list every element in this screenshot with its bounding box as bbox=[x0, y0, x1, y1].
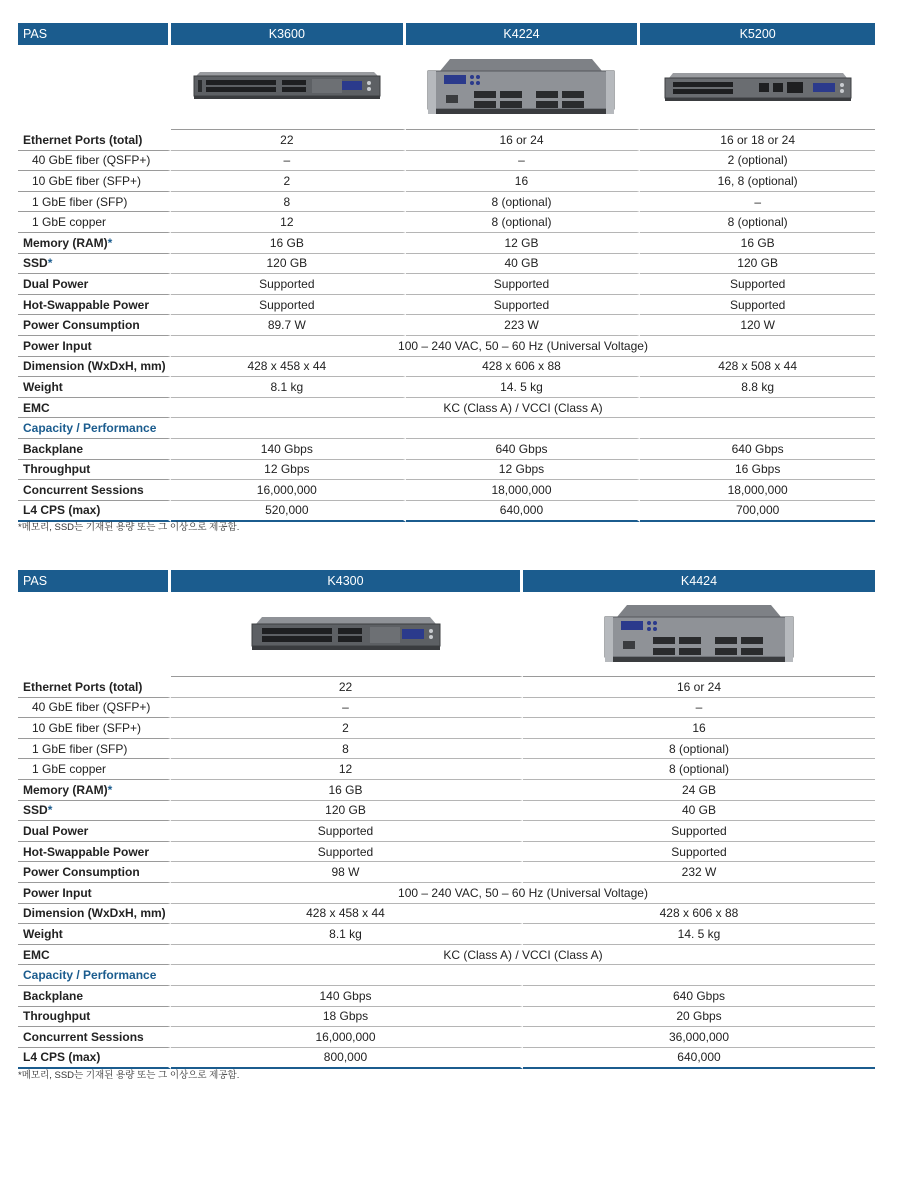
spec-value: 8.1 kg bbox=[171, 377, 406, 398]
spec-label bbox=[18, 698, 171, 719]
spec-value: 2 bbox=[171, 718, 523, 739]
spec-value: 120 W bbox=[640, 315, 875, 336]
spec-label bbox=[18, 192, 171, 213]
spec-label-text: Dual Power bbox=[23, 823, 89, 838]
spec-value: 22 bbox=[171, 677, 523, 698]
spec-row-40-gbe-fiber-qsfp bbox=[18, 698, 875, 719]
spec-table-2 bbox=[18, 570, 875, 1069]
spec-value: 16 GB bbox=[171, 233, 406, 254]
spec-row-dimension-wxdxh-mm bbox=[18, 904, 875, 925]
model-header-row bbox=[18, 23, 875, 45]
model-header-k4424: K4424 bbox=[523, 570, 875, 592]
spec-label bbox=[18, 357, 171, 378]
spec-label-text: Concurrent Sessions bbox=[23, 482, 144, 497]
spec-value: Supported bbox=[171, 842, 523, 863]
spec-row-ethernet-ports-total bbox=[18, 130, 875, 151]
footnote-marker: * bbox=[47, 256, 53, 271]
spec-value: 428 x 458 x 44 bbox=[171, 357, 406, 378]
spec-row-emc bbox=[18, 945, 875, 966]
spec-value: 8 (optional) bbox=[406, 212, 641, 233]
spec-label-text: 40 GbE fiber (QSFP+) bbox=[32, 700, 151, 715]
spec-value bbox=[171, 418, 406, 439]
spec-label bbox=[18, 212, 171, 233]
spec-label bbox=[18, 171, 171, 192]
spec-label-text: L4 CPS (max) bbox=[23, 503, 101, 518]
spec-value-shared: 100 – 240 VAC, 50 – 60 Hz (Universal Voltage) bbox=[171, 883, 875, 904]
spec-label bbox=[18, 924, 171, 945]
spec-row-capacity-performance bbox=[18, 965, 875, 986]
spec-row-1-gbe-copper bbox=[18, 759, 875, 780]
spec-value: Supported bbox=[406, 274, 641, 295]
spec-label-text: Backplane bbox=[23, 988, 84, 1003]
spec-value: 2 bbox=[171, 171, 406, 192]
spec-label-text: Hot-Swappable Power bbox=[23, 844, 150, 859]
spec-value-shared: KC (Class A) / VCCI (Class A) bbox=[171, 398, 875, 419]
spec-table-1 bbox=[18, 23, 875, 522]
spec-row-hot-swappable-power bbox=[18, 295, 875, 316]
spec-value bbox=[171, 965, 523, 986]
spec-value: 16 bbox=[406, 171, 641, 192]
spec-value: 12 GB bbox=[406, 233, 641, 254]
spec-value: 16,000,000 bbox=[171, 480, 406, 501]
spec-label bbox=[18, 398, 171, 419]
spec-label bbox=[18, 986, 171, 1007]
spec-value: 14. 5 kg bbox=[406, 377, 641, 398]
spec-value: 428 x 508 x 44 bbox=[640, 357, 875, 378]
spec-value: 16 or 18 or 24 bbox=[640, 130, 875, 151]
server-2u-icon bbox=[426, 57, 616, 117]
spec-label-text: Capacity / Performance bbox=[23, 968, 157, 983]
spec-value: Supported bbox=[171, 274, 406, 295]
spec-value: 140 Gbps bbox=[171, 439, 406, 460]
spec-label-text: Power Consumption bbox=[23, 865, 140, 880]
spec-label bbox=[18, 945, 171, 966]
spec-value: 8 bbox=[171, 739, 523, 760]
spec-value: 36,000,000 bbox=[523, 1027, 875, 1048]
spec-row-dual-power bbox=[18, 821, 875, 842]
spec-label-text: Ethernet Ports (total) bbox=[23, 679, 143, 694]
spec-row-power-consumption bbox=[18, 862, 875, 883]
spec-value: 640 Gbps bbox=[406, 439, 641, 460]
spec-value: 16 Gbps bbox=[640, 460, 875, 481]
spec-label-text: 10 GbE fiber (SFP+) bbox=[32, 720, 142, 735]
spec-row-concurrent-sessions bbox=[18, 480, 875, 501]
spec-value: 428 x 458 x 44 bbox=[171, 904, 523, 925]
spec-value: 16 GB bbox=[171, 780, 523, 801]
spec-value: 8 (optional) bbox=[406, 192, 641, 213]
spec-label bbox=[18, 883, 171, 904]
spec-row-memory-ram bbox=[18, 780, 875, 801]
spec-label bbox=[18, 274, 171, 295]
spec-row-10-gbe-fiber-sfp bbox=[18, 171, 875, 192]
spec-label-text: Weight bbox=[23, 379, 63, 394]
spec-row-backplane bbox=[18, 986, 875, 1007]
spec-value: 640 Gbps bbox=[640, 439, 875, 460]
spec-value: 18,000,000 bbox=[640, 480, 875, 501]
spec-value: 800,000 bbox=[171, 1048, 523, 1070]
spec-value: 40 GB bbox=[523, 801, 875, 822]
spec-row-ethernet-ports-total bbox=[18, 677, 875, 698]
spec-row-ssd bbox=[18, 254, 875, 275]
spec-value: 14. 5 kg bbox=[523, 924, 875, 945]
spec-label bbox=[18, 965, 171, 986]
spec-label bbox=[18, 759, 171, 780]
spec-label-text: Backplane bbox=[23, 441, 84, 456]
spec-row-1-gbe-fiber-sfp bbox=[18, 192, 875, 213]
spec-label-text: Dual Power bbox=[23, 276, 89, 291]
spec-value: Supported bbox=[523, 821, 875, 842]
spec-value: 18 Gbps bbox=[171, 1007, 523, 1028]
corner-label: PAS bbox=[18, 570, 171, 592]
spec-label-text: EMC bbox=[23, 947, 50, 962]
product-image-k3600 bbox=[171, 45, 406, 130]
spec-label bbox=[18, 904, 171, 925]
spec-row-memory-ram bbox=[18, 233, 875, 254]
spec-value: 16,000,000 bbox=[171, 1027, 523, 1048]
spec-value: 2 (optional) bbox=[640, 151, 875, 172]
server-1u-icon bbox=[663, 70, 853, 104]
spec-label bbox=[18, 842, 171, 863]
spec-label-text: Power Input bbox=[23, 338, 92, 353]
footnote-marker: * bbox=[47, 803, 53, 818]
spec-label bbox=[18, 718, 171, 739]
spec-value: 120 GB bbox=[171, 801, 523, 822]
spec-value: 232 W bbox=[523, 862, 875, 883]
spec-label-text: EMC bbox=[23, 400, 50, 415]
product-image-k5200 bbox=[640, 45, 875, 130]
spec-value: 8.8 kg bbox=[640, 377, 875, 398]
spec-row-capacity-performance bbox=[18, 418, 875, 439]
spec-value: 40 GB bbox=[406, 254, 641, 275]
spec-value: 520,000 bbox=[171, 501, 406, 523]
spec-value: 428 x 606 x 88 bbox=[523, 904, 875, 925]
spec-value: 16 or 24 bbox=[406, 130, 641, 151]
spec-label-text: Memory (RAM) bbox=[23, 235, 108, 250]
footnote-marker: * bbox=[107, 235, 113, 250]
spec-value bbox=[523, 965, 875, 986]
spec-value: 24 GB bbox=[523, 780, 875, 801]
spec-value: Supported bbox=[171, 821, 523, 842]
footnote: *메모리, SSD는 기재된 용량 또는 그 이상으로 제공함. bbox=[18, 1070, 240, 1081]
spec-value: 140 Gbps bbox=[171, 986, 523, 1007]
spec-row-ssd bbox=[18, 801, 875, 822]
spec-row-power-input bbox=[18, 883, 875, 904]
spec-row-emc bbox=[18, 398, 875, 419]
server-1u-icon bbox=[192, 70, 382, 104]
spec-value: 120 GB bbox=[640, 254, 875, 275]
spec-label-text: 10 GbE fiber (SFP+) bbox=[32, 173, 142, 188]
spec-value: Supported bbox=[171, 295, 406, 316]
server-1u-icon bbox=[250, 614, 442, 654]
spec-label-text: Dimension (WxDxH, mm) bbox=[23, 359, 166, 374]
spec-label-text: Memory (RAM) bbox=[23, 782, 108, 797]
spec-label bbox=[18, 130, 171, 151]
spec-row-40-gbe-fiber-qsfp bbox=[18, 151, 875, 172]
spec-label bbox=[18, 780, 171, 801]
spec-label-text: L4 CPS (max) bbox=[23, 1050, 101, 1065]
spec-value: 16 or 24 bbox=[523, 677, 875, 698]
spec-row-10-gbe-fiber-sfp bbox=[18, 718, 875, 739]
spec-value: 640,000 bbox=[406, 501, 641, 523]
image-row-label bbox=[18, 45, 171, 130]
spec-value: 16 bbox=[523, 718, 875, 739]
spec-label bbox=[18, 295, 171, 316]
spec-value: Supported bbox=[640, 295, 875, 316]
spec-row-throughput bbox=[18, 460, 875, 481]
spec-value: 12 Gbps bbox=[171, 460, 406, 481]
spec-label bbox=[18, 480, 171, 501]
spec-value: 8 bbox=[171, 192, 406, 213]
spec-value-shared: KC (Class A) / VCCI (Class A) bbox=[171, 945, 875, 966]
spec-label-text: 1 GbE copper bbox=[32, 762, 107, 777]
spec-row-hot-swappable-power bbox=[18, 842, 875, 863]
spec-row-throughput bbox=[18, 1007, 875, 1028]
spec-value: 700,000 bbox=[640, 501, 875, 523]
spec-label bbox=[18, 460, 171, 481]
spec-value: 12 Gbps bbox=[406, 460, 641, 481]
spec-label bbox=[18, 1007, 171, 1028]
spec-label bbox=[18, 739, 171, 760]
spec-row-power-input bbox=[18, 336, 875, 357]
spec-value: Supported bbox=[523, 842, 875, 863]
spec-label bbox=[18, 233, 171, 254]
spec-label bbox=[18, 439, 171, 460]
spec-value: 16, 8 (optional) bbox=[640, 171, 875, 192]
spec-value bbox=[640, 418, 875, 439]
spec-value: 12 bbox=[171, 759, 523, 780]
spec-value: 89.7 W bbox=[171, 315, 406, 336]
spec-label bbox=[18, 677, 171, 698]
product-image-k4424 bbox=[523, 592, 875, 677]
spec-value: – bbox=[406, 151, 641, 172]
spec-label-text: Ethernet Ports (total) bbox=[23, 132, 143, 147]
spec-value: 8 (optional) bbox=[640, 212, 875, 233]
spec-row-dual-power bbox=[18, 274, 875, 295]
model-header-k4300: K4300 bbox=[171, 570, 523, 592]
spec-value: 120 GB bbox=[171, 254, 406, 275]
spec-value: 640,000 bbox=[523, 1048, 875, 1070]
product-image-row bbox=[18, 45, 875, 130]
spec-value: 8 (optional) bbox=[523, 739, 875, 760]
spec-value: 8.1 kg bbox=[171, 924, 523, 945]
spec-label-text: Throughput bbox=[23, 1009, 91, 1024]
spec-value-shared: 100 – 240 VAC, 50 – 60 Hz (Universal Voltage) bbox=[171, 336, 875, 357]
spec-row-dimension-wxdxh-mm bbox=[18, 357, 875, 378]
corner-label: PAS bbox=[18, 23, 171, 45]
spec-label-text: Dimension (WxDxH, mm) bbox=[23, 906, 166, 921]
spec-row-concurrent-sessions bbox=[18, 1027, 875, 1048]
spec-label-text: Throughput bbox=[23, 462, 91, 477]
spec-row-power-consumption bbox=[18, 315, 875, 336]
model-header-k5200: K5200 bbox=[640, 23, 875, 45]
spec-value: 223 W bbox=[406, 315, 641, 336]
spec-value: 22 bbox=[171, 130, 406, 151]
spec-label bbox=[18, 254, 171, 275]
spec-value: 12 bbox=[171, 212, 406, 233]
spec-row-weight bbox=[18, 924, 875, 945]
spec-label-text: 40 GbE fiber (QSFP+) bbox=[32, 153, 151, 168]
spec-value: 18,000,000 bbox=[406, 480, 641, 501]
footnote-marker: * bbox=[107, 782, 113, 797]
product-image-k4300 bbox=[171, 592, 523, 677]
model-header-row bbox=[18, 570, 875, 592]
spec-value: – bbox=[640, 192, 875, 213]
spec-label-text: 1 GbE fiber (SFP) bbox=[32, 194, 128, 209]
spec-value: 20 Gbps bbox=[523, 1007, 875, 1028]
spec-label-text: SSD bbox=[23, 256, 48, 271]
spec-label-text: SSD bbox=[23, 803, 48, 818]
spec-label bbox=[18, 336, 171, 357]
spec-value: Supported bbox=[640, 274, 875, 295]
spec-value: 16 GB bbox=[640, 233, 875, 254]
spec-label bbox=[18, 377, 171, 398]
spec-value: – bbox=[523, 698, 875, 719]
spec-value: 640 Gbps bbox=[523, 986, 875, 1007]
spec-value bbox=[406, 418, 641, 439]
model-header-k4224: K4224 bbox=[406, 23, 641, 45]
spec-label-text: Hot-Swappable Power bbox=[23, 297, 150, 312]
spec-label-text: Concurrent Sessions bbox=[23, 1029, 144, 1044]
spec-value: 428 x 606 x 88 bbox=[406, 357, 641, 378]
image-row-label bbox=[18, 592, 171, 677]
spec-label bbox=[18, 801, 171, 822]
spec-label bbox=[18, 418, 171, 439]
spec-label-text: 1 GbE fiber (SFP) bbox=[32, 741, 128, 756]
spec-label-text: 1 GbE copper bbox=[32, 215, 107, 230]
spec-row-1-gbe-fiber-sfp bbox=[18, 739, 875, 760]
spec-label-text: Power Input bbox=[23, 885, 92, 900]
product-image-k4224 bbox=[406, 45, 641, 130]
spec-label bbox=[18, 315, 171, 336]
spec-label bbox=[18, 862, 171, 883]
spec-label-text: Capacity / Performance bbox=[23, 421, 157, 436]
spec-label bbox=[18, 1027, 171, 1048]
spec-label-text: Power Consumption bbox=[23, 318, 140, 333]
spec-row-weight bbox=[18, 377, 875, 398]
spec-row-backplane bbox=[18, 439, 875, 460]
spec-label-text: Weight bbox=[23, 926, 63, 941]
spec-label bbox=[18, 821, 171, 842]
spec-value: 98 W bbox=[171, 862, 523, 883]
spec-value: – bbox=[171, 698, 523, 719]
spec-value: 8 (optional) bbox=[523, 759, 875, 780]
model-header-k3600: K3600 bbox=[171, 23, 406, 45]
server-2u-icon bbox=[603, 603, 795, 665]
spec-value: – bbox=[171, 151, 406, 172]
spec-row-1-gbe-copper bbox=[18, 212, 875, 233]
product-image-row bbox=[18, 592, 875, 677]
spec-value: Supported bbox=[406, 295, 641, 316]
spec-label bbox=[18, 151, 171, 172]
footnote: *메모리, SSD는 기재된 용량 또는 그 이상으로 제공함. bbox=[18, 522, 240, 533]
